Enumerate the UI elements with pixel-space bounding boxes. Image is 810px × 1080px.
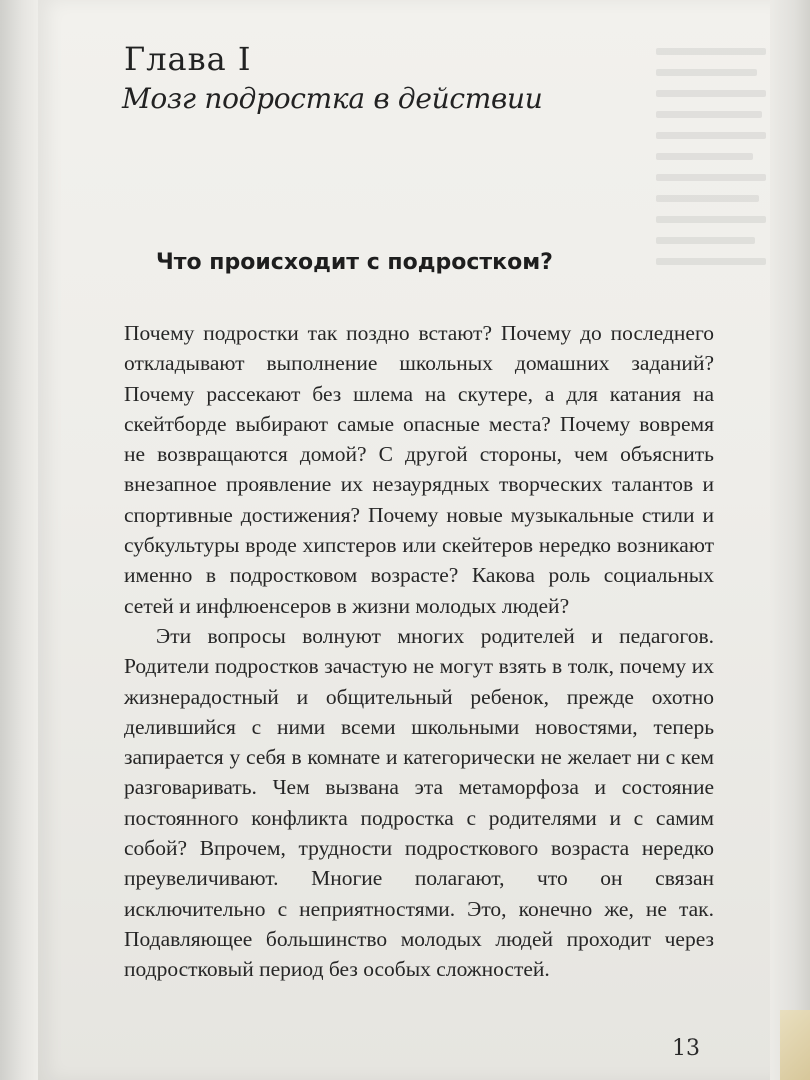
chapter-title: Мозг подростка в действии (122, 82, 543, 115)
chapter-label: Глава I (124, 40, 252, 78)
page-number: 13 (672, 1036, 700, 1061)
right-page-edge (770, 0, 810, 1080)
body-text (124, 318, 714, 985)
book-page (38, 0, 778, 1080)
paragraph-2: Эти вопросы волнуют многих родителей и педагогов. Родители подростков зачастую не могут взять в толк, почему их жизнерадостный и общительный ребенок, прежде охотно делившийся с ними всеми школьными новостями, теперь запирается у себя в комнате и категорически не желает ни с кем разговаривать. Чем вызвана эта метаморфоза и состояние постоянного конфликта подростка с родителями и с самим собой? Впрочем, трудности подросткового возраста нередко преувеличивают. Многие полагают, что он связан исключительно с неприятностями. Это, конечно же, не так. Подавляющее большинство молодых людей проходит через подростковый период без особых сложностей. (124, 623, 714, 982)
section-heading: Что происходит с подростком? (156, 250, 553, 275)
show-through-text (656, 48, 766, 318)
page-corner (780, 1010, 810, 1080)
left-page-edge (0, 0, 42, 1080)
paragraph-1: Почему подростки так поздно встают? Почему до последнего откладывают выполнение школьных домашних заданий? Почему рассекают без шлема на скутере, а для катания на скейтборде выбирают самые опасные места? Почему вовремя не возвращаются домой? С другой стороны, чем объяснить внезапное проявление их незаурядных творческих талантов и спортивные достижения? Почему новые музыкальные стили и субкультуры вроде хипстеров или скейтеров нередко возникают именно в подростковом возрасте? Какова роль социальных сетей и инфлюенсеров в жизни молодых людей? (124, 321, 714, 618)
